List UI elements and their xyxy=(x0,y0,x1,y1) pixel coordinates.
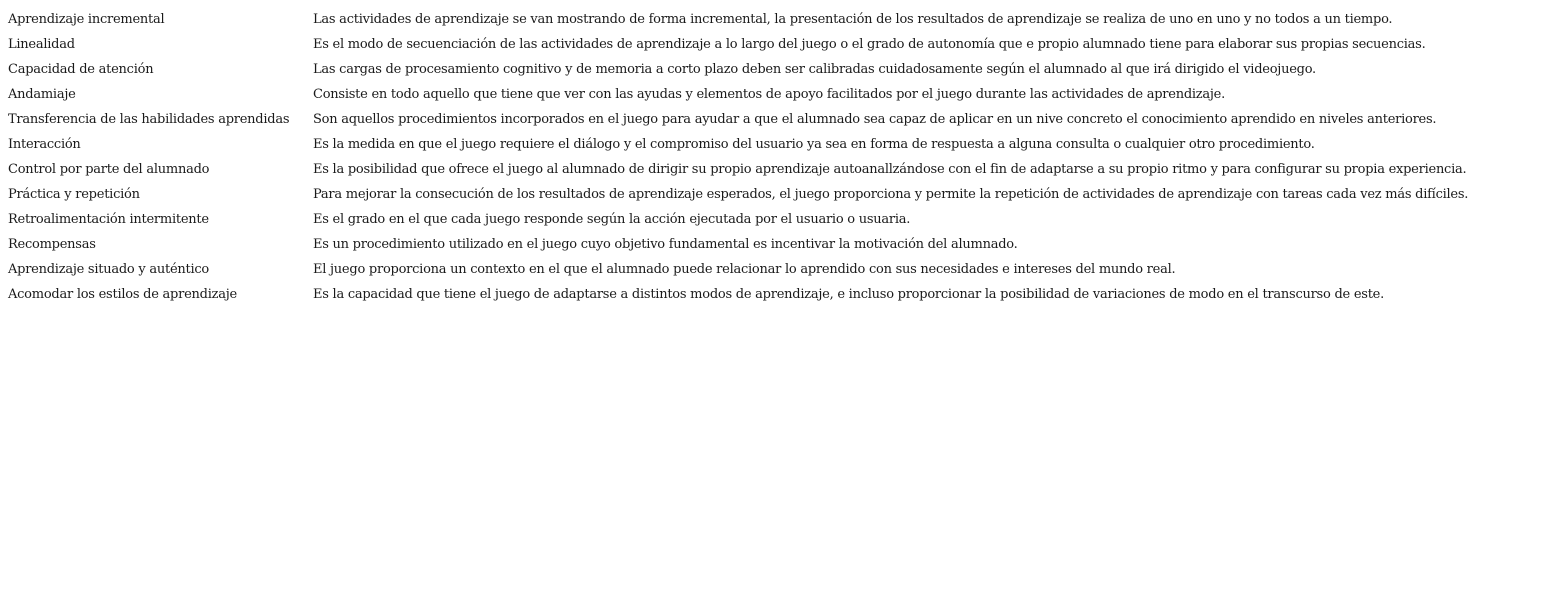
table-row xyxy=(7,207,1539,232)
term-cell: Transferencia de las habilidades aprendidas xyxy=(8,112,290,127)
term-cell: Control por parte del alumnado xyxy=(8,162,210,177)
glossary-body xyxy=(7,7,1539,307)
definition-cell: Consiste en todo aquello que tiene que ver con las ayudas y elementos de apoyo facilitados por el juego durante las actividades de aprendizaje. xyxy=(313,87,1226,102)
table-row xyxy=(7,232,1539,257)
term-cell: Recompensas xyxy=(8,237,96,252)
table-row xyxy=(7,182,1539,207)
term-cell: Aprendizaje incremental xyxy=(8,12,165,27)
term-cell: Andamiaje xyxy=(8,87,76,102)
term-cell: Retroalimentación intermitente xyxy=(8,212,209,227)
glossary-table xyxy=(7,7,1539,307)
term-cell: Acomodar los estilos de aprendizaje xyxy=(8,287,237,302)
table-row xyxy=(7,282,1539,307)
definition-cell: Es el modo de secuenciación de las actividades de aprendizaje a lo largo del juego o el grado de autonomía que e propio alumnado tiene para elaborar sus propias secuencias. xyxy=(313,37,1426,52)
definition-cell: Es la capacidad que tiene el juego de adaptarse a distintos modos de aprendizaje, e incluso proporcionar la posibilidad de variaciones de modo en el transcurso de este. xyxy=(313,287,1385,302)
term-cell: Aprendizaje situado y auténtico xyxy=(8,262,210,277)
definition-cell: Es un procedimiento utilizado en el juego cuyo objetivo fundamental es incentivar la motivación del alumnado. xyxy=(313,237,1018,252)
definition-cell: Es la posibilidad que ofrece el juego al alumnado de dirigir su propio aprendizaje autoanallzándose con el fin de adaptarse a su propio ritmo y para configurar su propia experiencia. xyxy=(313,162,1467,177)
definition-cell: Las cargas de procesamiento cognitivo y de memoria a corto plazo deben ser calibradas cuidadosamente según el alumnado al que irá dirigido el videojuego. xyxy=(313,62,1316,77)
definition-cell: Las actividades de aprendizaje se van mostrando de forma incremental, la presentación de los resultados de aprendizaje se realiza de uno en uno y no todos a un tiempo. xyxy=(313,12,1393,27)
term-cell: Linealidad xyxy=(8,37,75,52)
term-cell: Práctica y repetición xyxy=(8,187,140,202)
table-row xyxy=(7,57,1539,82)
definition-cell: Para mejorar la consecución de los resultados de aprendizaje esperados, el juego proporciona y permite la repetición de actividades de aprendizaje con tareas cada vez más difíciles. xyxy=(313,187,1469,202)
table-row xyxy=(7,32,1539,57)
term-cell: Capacidad de atención xyxy=(8,62,154,77)
table-row xyxy=(7,7,1539,32)
definition-cell: Son aquellos procedimientos incorporados en el juego para ayudar a que el alumnado sea capaz de aplicar en un nive concreto el conocimiento aprendido en niveles anteriores. xyxy=(313,112,1437,127)
table-row xyxy=(7,132,1539,157)
table-row xyxy=(7,82,1539,107)
definition-cell: El juego proporciona un contexto en el que el alumnado puede relacionar lo aprendido con sus necesidades e intereses del mundo real. xyxy=(313,262,1176,277)
definition-cell: Es la medida en que el juego requiere el diálogo y el compromiso del usuario ya sea en forma de respuesta a alguna consulta o cualquier otro procedimiento. xyxy=(313,137,1315,152)
definition-cell: Es el grado en el que cada juego responde según la acción ejecutada por el usuario o usuaria. xyxy=(313,212,911,227)
table-row xyxy=(7,257,1539,282)
table-row xyxy=(7,107,1539,132)
term-cell: Interacción xyxy=(8,137,81,152)
table-row xyxy=(7,157,1539,182)
